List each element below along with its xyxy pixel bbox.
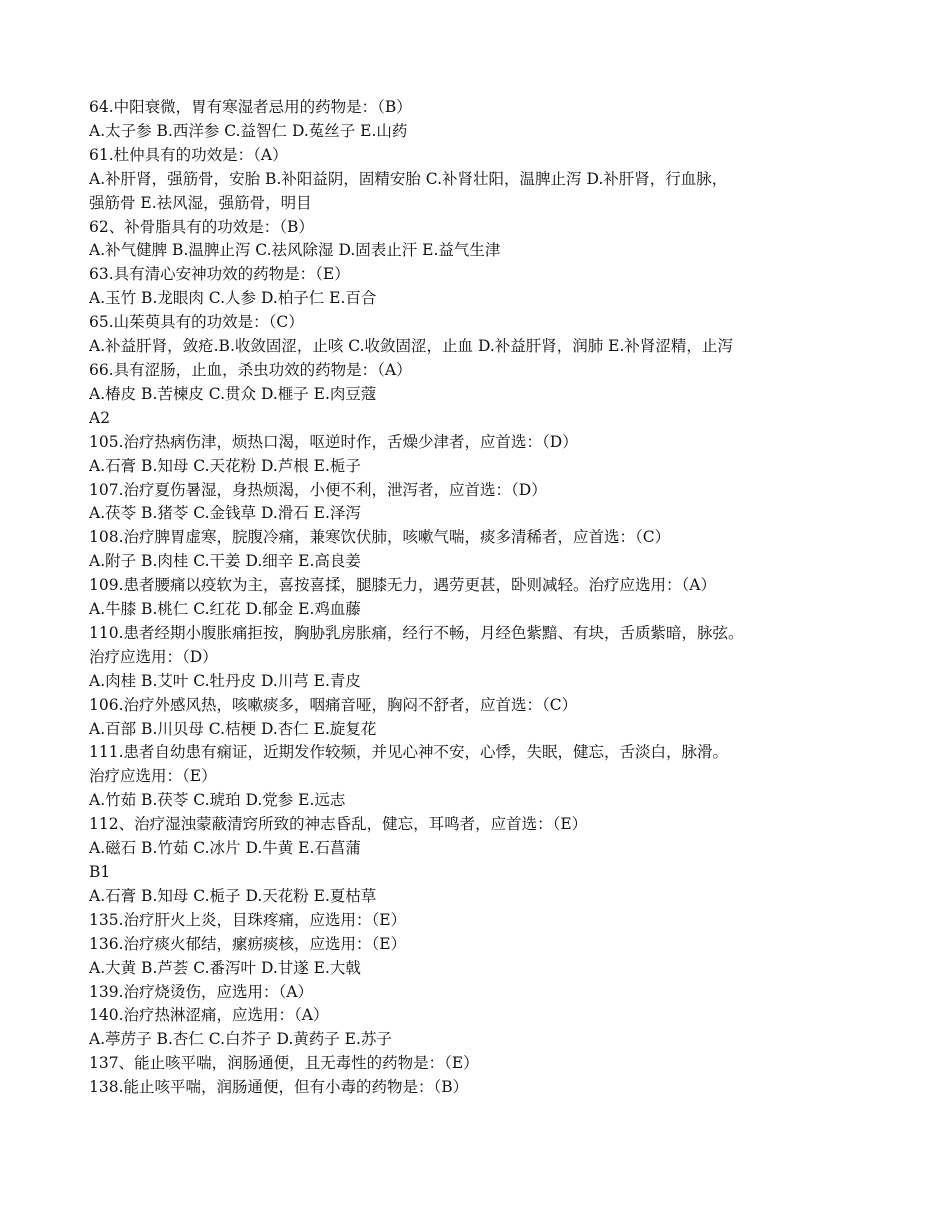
options-65: A.补益肝肾，敛疮.B.收敛固涩，止咳 C.收敛固涩，止血 D.补益肝肾，润肺 E.补肾涩精，止泻 <box>89 337 733 356</box>
question-66: 66.具有涩肠，止血，杀虫功效的药物是：（A） <box>89 360 412 379</box>
section-heading-b1: B1 <box>89 863 111 881</box>
options-135-136: A.石膏 B.知母 C.栀子 D.天花粉 E.夏枯草 <box>89 886 377 905</box>
question-107: 107.治疗夏伤暑湿，身热烦渴，小便不利，泄泻者，应首选：（D） <box>89 480 547 499</box>
options-106: A.百部 B.川贝母 C.桔梗 D.杏仁 E.旋复花 <box>89 719 377 738</box>
options-66: A.椿皮 B.苦楝皮 C.贯众 D.榧子 E.肉豆蔻 <box>89 384 377 403</box>
question-63: 63.具有清心安神功效的药物是：（E） <box>89 265 350 284</box>
section-heading-a2: A2 <box>89 408 111 427</box>
options-111: A.竹茹 B.茯苓 C.琥珀 D.党参 E.远志 <box>89 791 346 810</box>
question-105: 105.治疗热病伤津，烦热口渴，呕逆时作，舌燥少津者，应首选：（D） <box>89 432 578 451</box>
question-65: 65.山茱萸具有的功效是：（C） <box>89 313 304 332</box>
options-61-line-2: 强筋骨 E.祛风湿，强筋骨，明目 <box>89 193 312 212</box>
options-109: A.牛膝 B.桃仁 C.红花 D.郁金 E.鸡血藤 <box>89 600 361 619</box>
question-110-line-1: 110.患者经期小腹胀痛拒按，胸胁乳房胀痛，经行不畅，月经色紫黯、有块，舌质紫暗，脉弦。 <box>89 623 744 642</box>
question-108: 108.治疗脾胃虚寒，脘腹冷痛，兼寒饮伏肺，咳嗽气喘，痰多清稀者，应首选：（C） <box>89 528 671 547</box>
question-135: 135.治疗肝火上炎，目珠疼痛，应选用：（E） <box>89 910 407 929</box>
question-62: 62、补骨脂具有的功效是：（B） <box>89 217 314 236</box>
question-138: 138.能止咳平喘，润肠通便，但有小毒的药物是：（B） <box>89 1078 469 1097</box>
options-63: A.玉竹 B.龙眼肉 C.人参 D.柏子仁 E.百合 <box>89 289 377 308</box>
question-106: 106.治疗外感风热，咳嗽痰多，咽痛音哑，胸闷不舒者，应首选：（C） <box>89 695 578 714</box>
question-109: 109.患者腰痛以疫软为主，喜按喜揉，腿膝无力，遇劳更甚，卧则减轻。治疗应选用：（A） <box>89 576 716 595</box>
options-61-line-1: A.补肝肾，强筋骨，安胎 B.补阳益阴，固精安胎 C.补肾壮阳，温脾止泻 D.补肝肾，行血脉， <box>89 169 728 188</box>
options-107: A.茯苓 B.猪苓 C.金钱草 D.滑石 E.泽泻 <box>89 504 361 523</box>
question-139: 139.治疗烧烫伤，应选用：（A） <box>89 982 313 1001</box>
options-105: A.石膏 B.知母 C.天花粉 D.芦根 E.栀子 <box>89 456 361 475</box>
question-61: 61.杜仲具有的功效是：（A） <box>89 145 288 164</box>
question-140: 140.治疗热淋涩痛，应选用：（A） <box>89 1006 329 1025</box>
question-111-line-2: 治疗应选用：（E） <box>89 767 217 786</box>
question-111-line-1: 111.患者自幼患有痫证，近期发作较频，并见心神不安，心悸，失眠，健忘，舌淡白，脉滑。 <box>89 743 729 762</box>
options-108: A.附子 B.肉桂 C.干姜 D.细辛 E.高良姜 <box>89 552 361 571</box>
options-139-140: A.大黄 B.芦荟 C.番泻叶 D.甘遂 E.大戟 <box>89 958 361 977</box>
question-137: 137、能止咳平喘，润肠通便，且无毒性的药物是：（E） <box>89 1054 479 1073</box>
question-136: 136.治疗痰火郁结，瘰疬痰核，应选用：（E） <box>89 934 407 953</box>
question-64: 64.中阳衰微，胃有寒湿者忌用的药物是：（B） <box>89 98 412 116</box>
question-110-line-2: 治疗应选用：（D） <box>89 647 218 666</box>
question-112: 112、治疗湿浊蒙蔽清窍所致的神志昏乱，健忘，耳鸣者，应首选：（E） <box>89 815 588 834</box>
options-64: A.太子参 B.西洋参 C.益智仁 D.菟丝子 E.山药 <box>89 121 408 140</box>
options-62: A.补气健脾 B.温脾止泻 C.祛风除湿 D.固表止汗 E.益气生津 <box>89 241 501 260</box>
document-page <box>89 96 919 1100</box>
options-112: A.磁石 B.竹茹 C.冰片 D.牛黄 E.石菖蒲 <box>89 839 361 858</box>
options-110: A.肉桂 B.艾叶 C.牡丹皮 D.川芎 E.青皮 <box>89 671 361 690</box>
options-137-138: A.葶苈子 B.杏仁 C.白芥子 D.黄药子 E.苏子 <box>89 1030 392 1049</box>
